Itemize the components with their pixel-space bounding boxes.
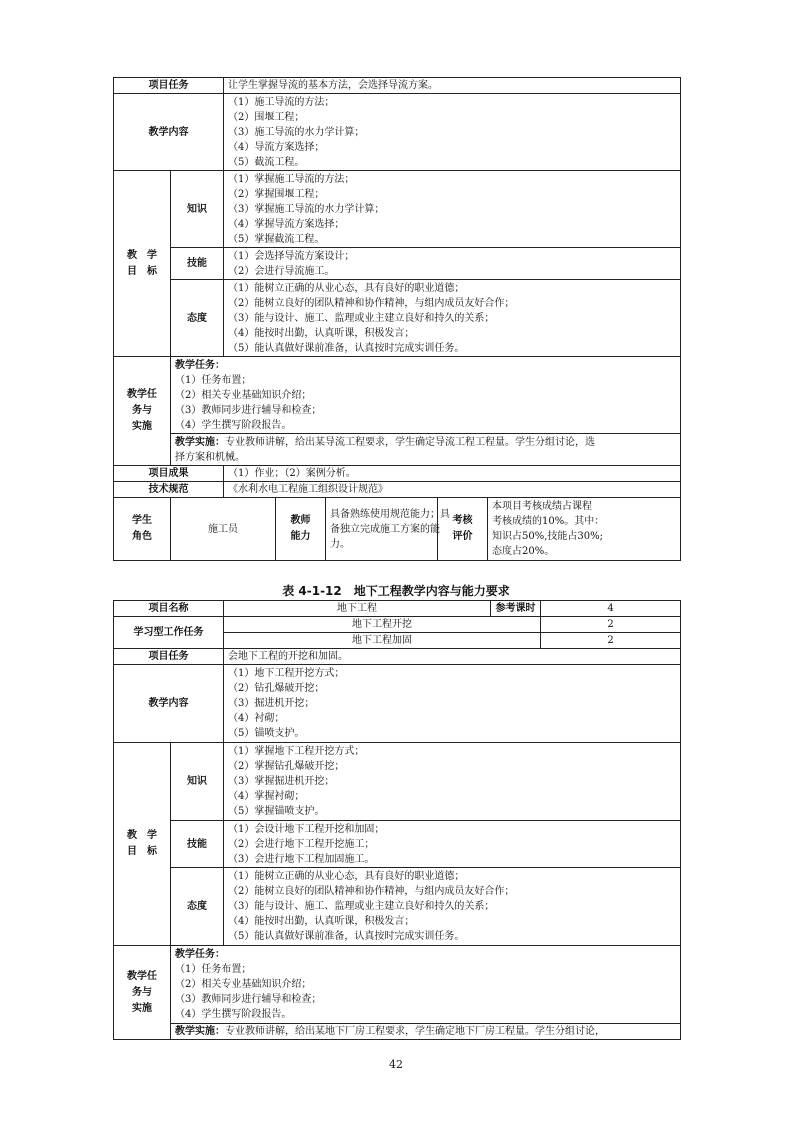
list-item: （5）能认真做好课前准备，认真按时完成实训任务。 xyxy=(228,342,465,354)
skill-label: 技能 xyxy=(171,821,224,868)
goal-label: 教 学 目 标 xyxy=(114,743,171,946)
list-item: （4）导流方案选择； xyxy=(228,141,325,153)
attitude-list xyxy=(224,868,681,946)
skill-list xyxy=(224,248,681,280)
list-item: （2）钻孔爆破开挖； xyxy=(228,683,325,694)
teaching-task-block xyxy=(171,357,681,434)
content-list xyxy=(224,94,681,171)
content-list xyxy=(224,665,681,743)
list-item: （5）掌握截流工程。 xyxy=(228,233,325,245)
hours-label: 参考课时 xyxy=(491,601,541,617)
worktask-name: 地下工程开挖 xyxy=(224,617,541,633)
table-caption: 表 4-1-12 地下工程教学内容与能力要求 xyxy=(282,584,510,598)
impl-label: 教学任 务与 实施 xyxy=(114,357,171,466)
student-role-value: 施工员 xyxy=(171,498,276,561)
spec-label: 技术规范 xyxy=(114,482,224,498)
teaching-impl-block xyxy=(171,434,681,466)
list-item: （1）地下工程开挖方式； xyxy=(228,668,345,679)
teacher-ability-label: 教师 能力 xyxy=(276,498,326,561)
list-item: （3）教师同步进行辅导和检查； xyxy=(175,994,322,1005)
list-item: （2）围堰工程； xyxy=(228,111,305,123)
teaching-impl-block xyxy=(171,1024,681,1040)
spec-value: 《水利水电工程施工组织设计规范》 xyxy=(224,482,681,498)
teaching-impl-text: 专业教师讲解，给出某导流工程要求，学生确定导流工程工程量。学生分组讨论，选 xyxy=(225,436,595,448)
list-item: （4）掌握导流方案选择； xyxy=(228,218,345,230)
worktask-hours: 2 xyxy=(541,617,681,633)
task-value: 让学生掌握导流的基本方法，会选择导流方案。 xyxy=(224,78,681,94)
list-item: （1）掌握地下工程开挖方式； xyxy=(228,746,365,757)
worktask-name: 地下工程加固 xyxy=(224,633,541,649)
worktask-hours: 2 xyxy=(541,633,681,649)
list-item: （3）掘进机开挖； xyxy=(228,698,315,709)
task-label: 项目任务 xyxy=(114,78,224,94)
attitude-label: 态度 xyxy=(171,280,224,357)
list-item: （3）会进行地下工程加固施工。 xyxy=(228,853,375,865)
skill-label: 技能 xyxy=(171,248,224,280)
list-item: （4）衬砌； xyxy=(228,713,285,724)
attitude-list xyxy=(224,280,681,357)
list-item: （2）能树立良好的团队精神和协作精神，与组内成员友好合作； xyxy=(228,297,515,309)
impl-label: 教学任 务与 实施 xyxy=(114,946,171,1040)
list-item: （1）掌握施工导流的方法； xyxy=(228,173,355,185)
teaching-task-title: 教学任务： xyxy=(175,949,225,960)
list-item: （1）会选择导流方案设计； xyxy=(228,250,355,262)
list-item: （2）会进行导流施工。 xyxy=(228,265,335,277)
content-label: 教学内容 xyxy=(114,94,224,171)
name-label: 项目名称 xyxy=(114,601,224,617)
knowledge-list xyxy=(224,171,681,248)
result-label: 项目成果 xyxy=(114,466,224,482)
list-item: （3）施工导流的水力学计算； xyxy=(228,126,365,138)
teaching-impl-text-cont: 择方案和机械。 xyxy=(175,451,245,463)
list-item: （4）学生撰写阶段报告。 xyxy=(175,1009,292,1020)
hours-value: 4 xyxy=(541,601,681,617)
list-item: （3）掌握掘进机开挖； xyxy=(228,776,335,787)
skill-list xyxy=(224,821,681,868)
list-item: （3）能与设计、施工、监理或业主建立良好和持久的关系； xyxy=(228,312,495,324)
list-item: （2）相关专业基础知识介绍； xyxy=(175,389,312,401)
teacher-ability-value: 具备熟练使用规范能力；具 备独立完成施工方案的能 力。 xyxy=(326,498,438,561)
knowledge-list xyxy=(224,743,681,821)
task-label: 项目任务 xyxy=(114,649,224,665)
list-item: （4）能按时出勤，认真听课，积极发言； xyxy=(228,327,415,339)
list-item: （4）学生撰写阶段报告。 xyxy=(175,419,292,431)
list-item: （5）掌握锚喷支护。 xyxy=(228,806,325,817)
knowledge-label: 知识 xyxy=(171,743,224,821)
list-item: （1）能树立正确的从业心态，具有良好的职业道德； xyxy=(228,282,465,294)
list-item: （4）能按时出勤，认真听课，积极发言； xyxy=(228,916,415,927)
list-item: （5）锚喷支护。 xyxy=(228,728,305,739)
list-item: （1）任务布置； xyxy=(175,374,252,386)
worktask-label: 学习型工作任务 xyxy=(114,617,224,649)
page-number: 42 xyxy=(389,1058,403,1071)
list-item: （4）掌握衬砌； xyxy=(228,791,305,802)
list-item: （3）掌握施工导流的水力学计算； xyxy=(228,203,385,215)
result-value: （1）作业；（2）案例分析。 xyxy=(224,466,681,482)
list-item: （3）能与设计、施工、监理或业主建立良好和持久的关系； xyxy=(228,901,495,912)
list-item: （2）掌握围堰工程； xyxy=(228,188,325,200)
list-item: （1）会设计地下工程开挖和加固； xyxy=(228,823,385,835)
list-item: （2）相关专业基础知识介绍； xyxy=(175,979,312,990)
list-item: （3）教师同步进行辅导和检查； xyxy=(175,404,322,416)
attitude-label: 态度 xyxy=(171,868,224,946)
content-label: 教学内容 xyxy=(114,665,224,743)
goal-label: 教 学 目 标 xyxy=(114,171,171,357)
list-item: （2）掌握钻孔爆破开挖； xyxy=(228,761,345,772)
teaching-impl-title: 教学实施： xyxy=(175,436,225,448)
teaching-impl-title: 教学实施： xyxy=(175,1026,225,1037)
list-item: （1）能树立正确的从业心态，具有良好的职业道德； xyxy=(228,871,465,882)
table-diversion-project xyxy=(113,77,681,561)
teaching-task-title: 教学任务： xyxy=(175,359,225,371)
list-item: （2）能树立良好的团队精神和协作精神，与组内成员友好合作； xyxy=(228,886,515,897)
task-value: 会地下工程的开挖和加固。 xyxy=(224,649,681,665)
teaching-impl-text: 专业教师讲解，给出某地下厂房工程要求，学生确定地下厂房工程量。学生分组讨论， xyxy=(225,1026,605,1037)
assess-value: 本项目考核成绩占课程 考核成绩的10%。其中： 知识占50%,技能占30%; 态度占20%。 xyxy=(488,498,681,561)
list-item: （5）能认真做好课前准备，认真按时完成实训任务。 xyxy=(228,931,465,942)
knowledge-label: 知识 xyxy=(171,171,224,248)
name-value: 地下工程 xyxy=(224,601,491,617)
list-item: （2）会进行地下工程开挖施工； xyxy=(228,838,375,850)
table-underground-project xyxy=(113,600,681,1040)
student-role-label: 学生 角色 xyxy=(114,498,171,561)
list-item: （1）任务布置； xyxy=(175,964,252,975)
teaching-task-block xyxy=(171,946,681,1024)
assess-label: 考核 评价 xyxy=(438,498,488,561)
list-item: （5）截流工程。 xyxy=(228,156,305,168)
list-item: （1）施工导流的方法； xyxy=(228,96,335,108)
